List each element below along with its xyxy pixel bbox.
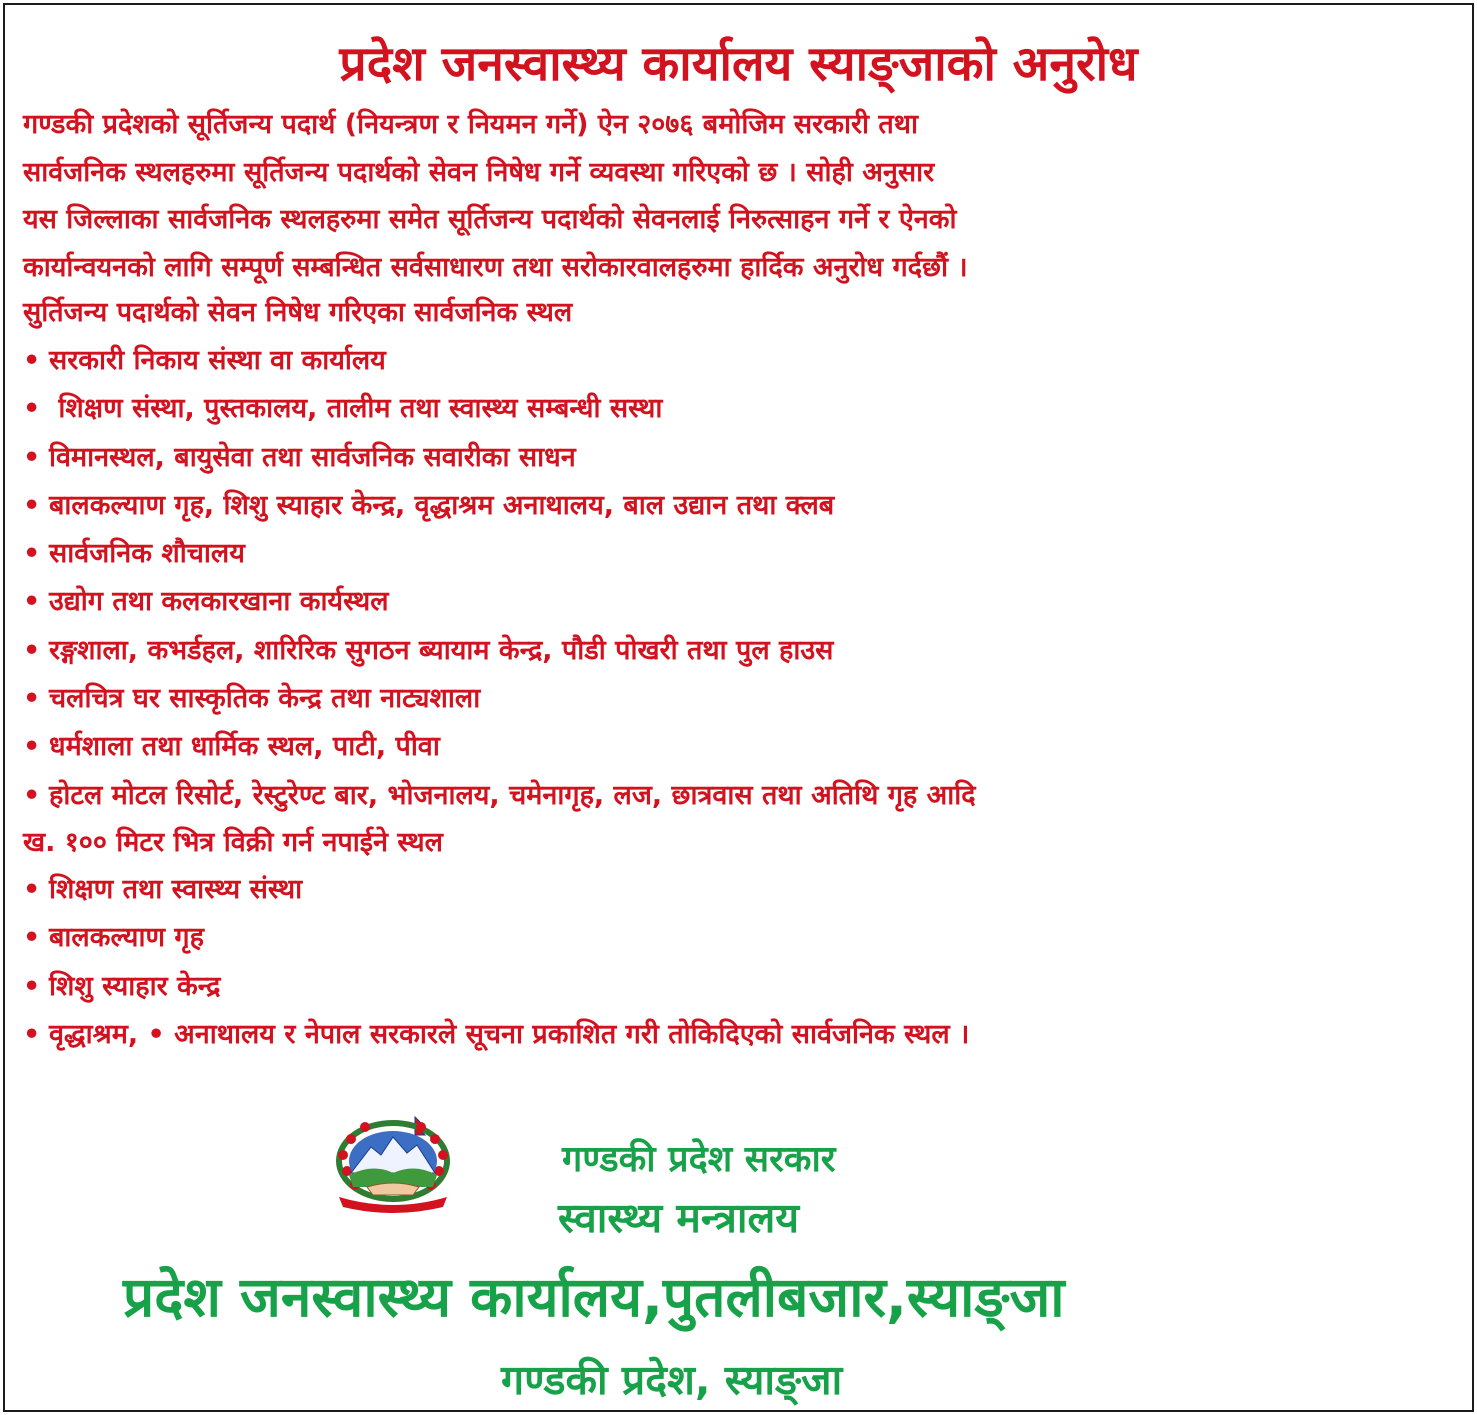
- bullet-icon: •: [23, 922, 41, 954]
- list-item-text: धर्मशाला तथा धार्मिक स्थल, पाटी, पीवा: [49, 731, 440, 763]
- bullet-icon: •: [23, 441, 41, 473]
- bullet-icon: •: [23, 874, 41, 905]
- list-item-text: उद्योग तथा कलकारखाना कार्यस्थल: [49, 586, 389, 618]
- intro-line: सार्वजनिक स्थलहरुमा सूर्तिजन्य पदार्थको सेवन निषेध गर्ने व्यवस्था गरिएको छ । सोही अनुसार: [23, 156, 935, 188]
- footer-office: प्रदेश जनस्वास्थ्य कार्यालय,पुतलीबजार,स्याङ्जा: [123, 1265, 1065, 1329]
- list-item-text: सार्वजनिक शौचालय: [49, 538, 245, 570]
- list-item-text: बालकल्याण गृह: [49, 922, 204, 954]
- bullet-icon: •: [23, 683, 41, 715]
- list-item-text: होटल मोटल रिसोर्ट, रेस्टुरेण्ट बार, भोजनालय, चमेनागृह, लज, छात्रवास तथा अतिथि गृह आदि: [49, 779, 976, 811]
- list-item-text: चलचित्र घर सास्कृतिक केन्द्र तथा नाट्यशाला: [49, 683, 481, 715]
- list-item: [23, 337, 976, 385]
- list-item-text: शिक्षण संस्था, पुस्तकालय, तालीम तथा स्वास्थ्य सम्बन्धी सस्था: [49, 393, 663, 425]
- list-item: [23, 772, 976, 820]
- list-item: [23, 866, 969, 914]
- list-item: [23, 578, 976, 626]
- list-item: [23, 963, 969, 1011]
- list-item-text: विमानस्थल, बायुसेवा तथा सार्वजनिक सवारीका साधन: [49, 441, 576, 473]
- list-item-text: शिशु स्याहार केन्द्र: [49, 970, 221, 1002]
- intro-paragraph: [23, 101, 1453, 291]
- list-item: [23, 385, 976, 433]
- notice-title: प्रदेश जनस्वास्थ्य कार्यालय स्याङ्जाको अनुरोध: [339, 36, 1138, 92]
- bullet-icon: •: [23, 731, 41, 763]
- bullet-icon: •: [23, 779, 41, 811]
- bullet-icon: •: [23, 586, 41, 618]
- list-item-text: रङ्गशाला, कभर्डहल, शारिरिक सुगठन ब्यायाम केन्द्र, पौडी पोखरी तथा पुल हाउस: [49, 634, 834, 666]
- list-item: [23, 530, 976, 578]
- list-item: [23, 627, 976, 675]
- bullet-icon: •: [23, 393, 41, 425]
- notice-board: [3, 3, 1474, 1412]
- list-item-text: बालकल्याण गृह, शिशु स्याहार केन्द्र, वृद्धाश्रम अनाथालय, बाल उद्यान तथा क्लब: [49, 489, 835, 521]
- footer-government: गण्डकी प्रदेश सरकार: [562, 1139, 836, 1180]
- intro-line: कार्यान्वयनको लागि सम्पूर्ण सम्बन्धित सर्वसाधारण तथा सरोकारवालहरुमा हार्दिक अनुरोध गर्दछौं ।: [23, 251, 968, 283]
- intro-line: यस जिल्लाका सार्वजनिक स्थलहरुमा समेत सूर्तिजन्य पदार्थको सेवनलाई निरुत्साहन गर्ने र ऐनको: [23, 204, 957, 235]
- sale-restricted-list: [23, 866, 969, 1059]
- nepal-emblem-icon: [329, 1115, 457, 1215]
- prohibited-places-heading: सुर्तिजन्य पदार्थको सेवन निषेध गरिएका सार्वजनिक स्थल: [23, 297, 573, 328]
- prohibited-places-list: [23, 337, 976, 820]
- list-item: [23, 675, 976, 723]
- bullet-icon: •: [23, 1018, 41, 1050]
- list-item-text: शिक्षण तथा स्वास्थ्य संस्था: [49, 874, 303, 905]
- list-item: [23, 1011, 969, 1059]
- bullet-icon: •: [23, 538, 41, 570]
- bullet-icon: •: [23, 634, 41, 666]
- bullet-icon: •: [23, 345, 41, 376]
- list-item: [23, 914, 969, 962]
- list-item-text: वृद्धाश्रम, • अनाथालय र नेपाल सरकारले सूचना प्रकाशित गरी तोकिदिएको सार्वजनिक स्थल ।: [49, 1018, 970, 1050]
- list-item: [23, 434, 976, 482]
- list-item-text: सरकारी निकाय संस्था वा कार्यालय: [49, 345, 386, 376]
- sale-restricted-heading: ख. १०० मिटर भित्र विक्री गर्न नपाईने स्थल: [23, 827, 443, 858]
- bullet-icon: •: [23, 970, 41, 1002]
- list-item: [23, 482, 976, 530]
- list-item: [23, 723, 976, 771]
- footer-ministry: स्वास्थ्य मन्त्रालय: [558, 1194, 800, 1242]
- bullet-icon: •: [23, 489, 41, 521]
- footer-location: गण्डकी प्रदेश, स्याङ्जा: [501, 1356, 843, 1404]
- intro-line: गण्डकी प्रदेशको सूर्तिजन्य पदार्थ (नियन्त्रण र नियमन गर्ने) ऐन २०७६ बमोजिम सरकारी तथा: [23, 109, 919, 140]
